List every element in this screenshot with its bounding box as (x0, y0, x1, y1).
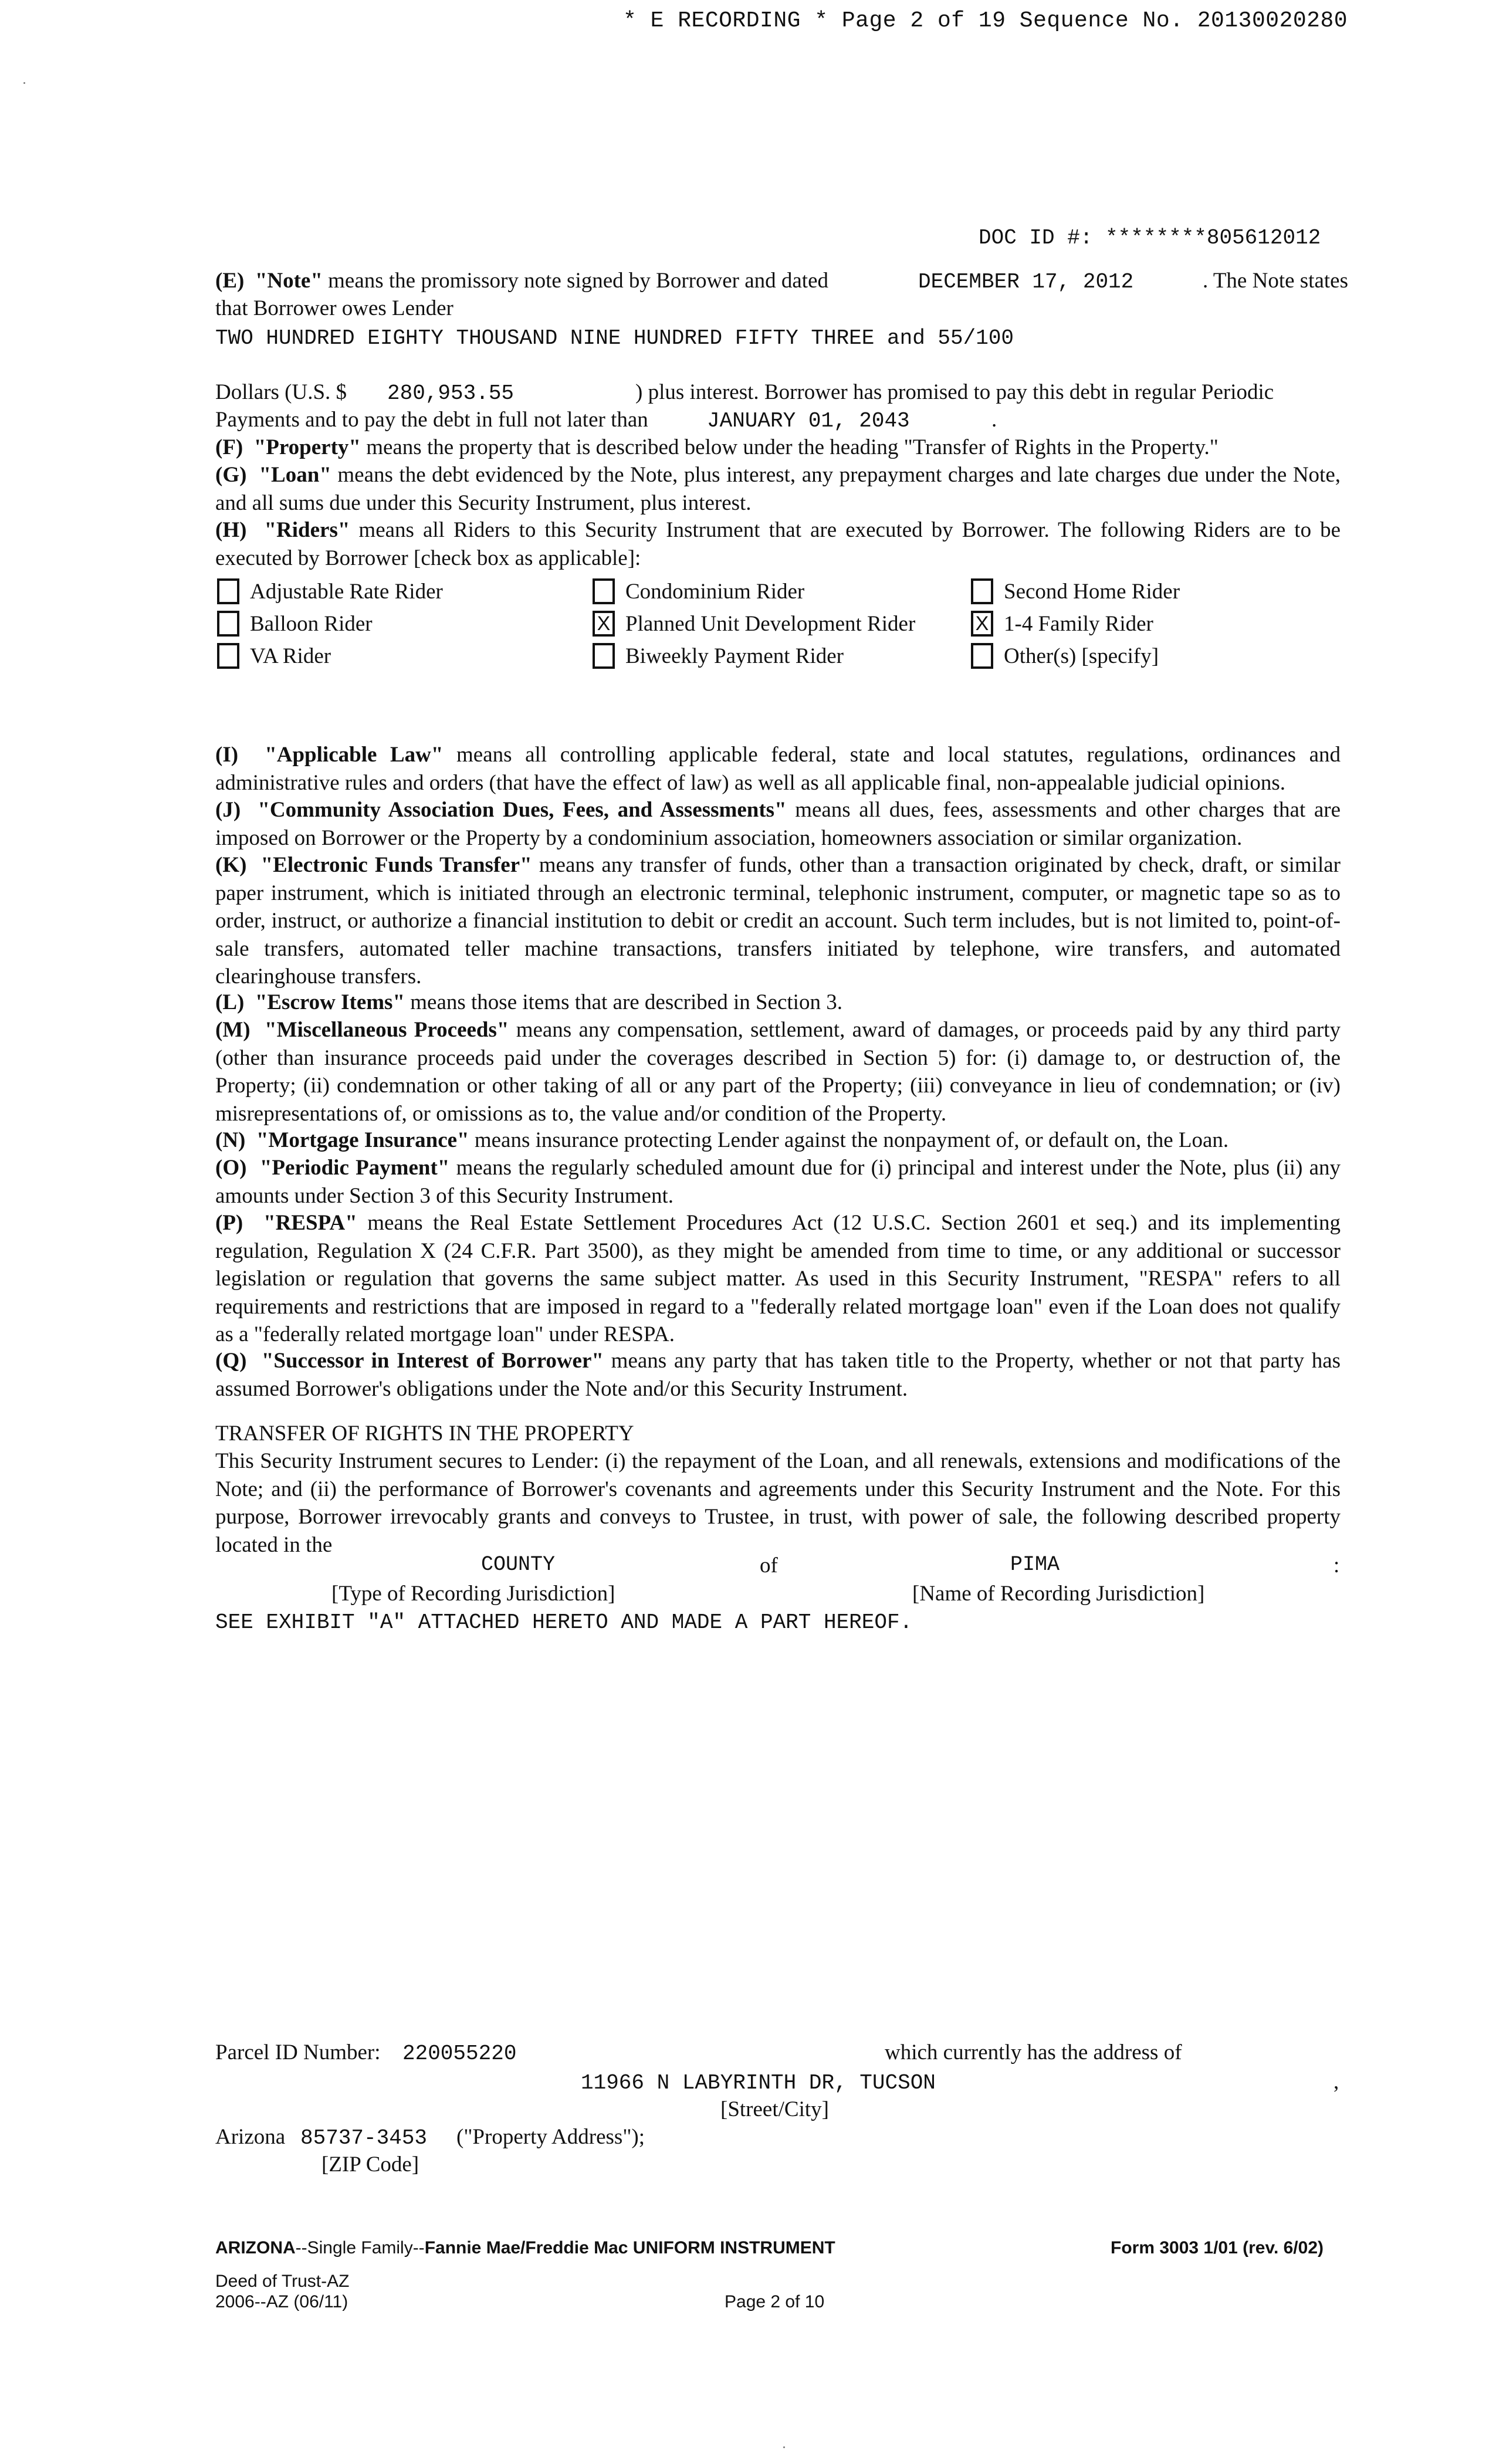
section-e-dollars-prefix: Dollars (U.S. $ (215, 380, 347, 404)
maturity-date: JANUARY 01, 2043 (707, 409, 910, 433)
section-o-term: "Periodic Payment" (259, 1156, 450, 1180)
rider-va[interactable] (217, 641, 331, 671)
section-f-text: means the property that is described below under the heading "Transfer of Rights in the Property." (366, 435, 1219, 459)
section-l-term: "Escrow Items" (255, 990, 405, 1014)
section-j-term: "Community Association Dues, Fees, and Assessments" (258, 798, 787, 822)
section-m (215, 1016, 1341, 1128)
scan-speck (783, 2446, 785, 2448)
checkbox-checked-icon[interactable]: X (971, 611, 993, 637)
checkbox-icon[interactable] (217, 611, 239, 637)
section-e-text-e: . (991, 408, 997, 432)
section-q (215, 1347, 1341, 1403)
section-m-label: (M) (215, 1018, 251, 1042)
section-e-text-b: . The Note states (1203, 269, 1348, 293)
jurisdiction-type: COUNTY (481, 1553, 556, 1576)
rider-second-home[interactable] (971, 577, 1180, 606)
transfer-text: This Security Instrument secures to Lender: (i) the repayment of the Loan, and all renewals, extensions and modifications of the Note; and (ii) the performance of Borrower's covenants and agreements under this Security Instrument and the Note. For this purpose, Borrower irrevocably grants and conveys to Trustee, in trust, with power of sale, the following described property located in the (215, 1449, 1341, 1557)
section-n-text: means insurance protecting Lender against the nonpayment of, or default on, the Loan. (474, 1128, 1229, 1152)
checkbox-icon[interactable] (593, 578, 615, 604)
footer-version: 2006--AZ (06/11) (215, 2292, 348, 2311)
rider-label: Condominium Rider (625, 579, 805, 604)
rider-condominium[interactable] (593, 577, 804, 606)
section-n-label: (N) (215, 1128, 246, 1152)
footer-state: ARIZONA (215, 2238, 296, 2257)
rider-other[interactable] (971, 641, 1159, 671)
rider-balloon[interactable] (217, 609, 373, 638)
section-q-label: (Q) (215, 1349, 247, 1373)
rider-1-4-family[interactable] (971, 609, 1153, 638)
section-k-text: means any transfer of funds, other than a transaction originated by check, draft, or similar paper instrument, which is initiated through an electronic terminal, telephonic instrument, computer, or magnetic tape so as to order, instruct, or authorize a financial institution to debit or credit an account. Such term includes, but is not limited to, point-of-sale transfers, automated teller machine transactions, transfers initiated by telephone, wire transfers, and automated clearinghouse transfers. (215, 853, 1341, 989)
section-e-text-d: Payments and to pay the debt in full not later than (215, 408, 648, 432)
rider-label: Other(s) [specify] (1004, 644, 1159, 668)
rider-label: Biweekly Payment Rider (625, 644, 844, 668)
street-city: 11966 N LABYRINTH DR, TUCSON (581, 2071, 936, 2095)
section-p-label: (P) (215, 1211, 243, 1235)
section-o (215, 1154, 1341, 1210)
doc-id-value: ********805612012 (1105, 226, 1321, 250)
zip-code: 85737-3453 (300, 2126, 428, 2150)
section-e-dollars-suffix: ) plus interest. Borrower has promised to pay this debt in regular Periodic (635, 380, 1274, 404)
footer-instrument (215, 2238, 835, 2258)
property-address-label: ("Property Address"); (456, 2125, 645, 2149)
doc-id-label: DOC ID #: (979, 226, 1093, 250)
footer-page-number: Page 2 of 10 (725, 2292, 825, 2311)
section-h (215, 516, 1341, 572)
section-l-text: means those items that are described in Section 3. (410, 990, 842, 1014)
zip-caption: [ZIP Code] (321, 2152, 419, 2177)
rider-label: VA Rider (250, 644, 331, 668)
section-j (215, 796, 1341, 852)
footer-doc-type: Deed of Trust-AZ (215, 2272, 350, 2291)
transfer-heading: TRANSFER OF RIGHTS IN THE PROPERTY (215, 1421, 634, 1446)
section-f-label: (F) (215, 435, 243, 459)
section-i (215, 741, 1341, 797)
doc-id (979, 226, 1321, 250)
section-h-term: "Riders" (264, 518, 350, 542)
section-e-label: (E) (215, 269, 245, 293)
section-p-text: means the Real Estate Settlement Procedures Act (12 U.S.C. Section 2601 et seq.) and its implementing regulation, Regulation X (24 C.F.R. Part 3500), as they might be amended from time to time, or any additional or successor legislation or regulation that governs the same subject matter. As used in this Security Instrument, "RESPA" refers to all requirements and restrictions that are imposed in regard to a "federally related mortgage loan" even if the Loan does not qualify as a "federally related mortgage loan" under RESPA. (215, 1211, 1341, 1346)
street-city-caption: [Street/City] (720, 2097, 829, 2121)
section-h-label: (H) (215, 518, 247, 542)
section-g (215, 461, 1341, 517)
section-e-line1 (215, 267, 828, 295)
footer-form-number: Form 3003 1/01 (rev. 6/02) (1111, 2238, 1324, 2257)
loan-amount-words: TWO HUNDRED EIGHTY THOUSAND NINE HUNDRED FIFTY THREE and 55/100 (215, 326, 1014, 350)
rider-biweekly-payment[interactable] (593, 641, 844, 671)
rider-label: Second Home Rider (1004, 579, 1180, 604)
section-k-term: "Electronic Funds Transfer" (260, 853, 532, 877)
section-f-term: "Property" (253, 435, 361, 459)
recording-header: * E RECORDING * Page 2 of 19 Sequence No. 20130020280 (623, 8, 1348, 33)
section-i-term: "Applicable Law" (265, 743, 444, 767)
jurisdiction-colon: : (1333, 1553, 1340, 1578)
section-j-text: means all dues, fees, assessments and other charges that are imposed on Borrower or the Property by a condominium association, homeowners association or similar organization. (215, 798, 1341, 850)
rider-adjustable-rate[interactable] (217, 577, 443, 606)
section-k (215, 851, 1341, 991)
section-h-text: means all Riders to this Security Instrument that are executed by Borrower. The following Riders are to be executed by Borrower [check box as applicable]: (215, 518, 1341, 570)
section-m-term: "Miscellaneous Proceeds" (265, 1018, 509, 1042)
section-g-label: (G) (215, 463, 247, 487)
street-city-comma: , (1333, 2070, 1339, 2094)
rider-planned-unit-development[interactable] (593, 609, 915, 638)
checkbox-checked-icon[interactable]: X (593, 611, 615, 637)
rider-label: 1-4 Family Rider (1004, 611, 1153, 636)
footer-description: --Single Family-- (295, 2238, 425, 2257)
footer-instrument-name: Fannie Mae/Freddie Mac UNIFORM INSTRUMENT (424, 2238, 835, 2257)
state-name: Arizona (215, 2125, 286, 2149)
section-g-term: "Loan" (259, 463, 331, 487)
exhibit-reference: SEE EXHIBIT "A" ATTACHED HERETO AND MADE A PART HEREOF. (215, 1610, 913, 1634)
section-e-text-c: that Borrower owes Lender (215, 296, 453, 320)
parcel-id-label: Parcel ID Number: (215, 2040, 381, 2064)
checkbox-icon[interactable] (971, 643, 993, 669)
section-q-text: means any party that has taken title to the Property, whether or not that party has assumed Borrower's obligations under the Note and/or this Security Instrument. (215, 1349, 1341, 1401)
parcel-id-number: 220055220 (402, 2042, 517, 2066)
jurisdiction-name: PIMA (1010, 1553, 1060, 1576)
checkbox-icon[interactable] (217, 643, 239, 669)
section-e-term: "Note" (255, 269, 323, 293)
section-j-label: (J) (215, 798, 241, 822)
section-q-term: "Successor in Interest of Borrower" (261, 1349, 604, 1373)
rider-label: Adjustable Rate Rider (250, 579, 443, 604)
section-n-term: "Mortgage Insurance" (256, 1128, 469, 1152)
section-e-text-a: means the promissory note signed by Borrower and dated (328, 269, 828, 293)
rider-label: Planned Unit Development Rider (625, 611, 916, 636)
scan-speck (23, 82, 25, 84)
address-intro: which currently has the address of (885, 2040, 1182, 2064)
section-p-term: "RESPA" (263, 1211, 357, 1235)
section-f (215, 434, 1341, 462)
checkbox-icon[interactable] (593, 643, 615, 669)
checkbox-icon[interactable] (971, 578, 993, 604)
section-o-text: means the regularly scheduled amount due for (i) principal and interest under the Note, plus (ii) any amounts under Section 3 of this Security Instrument. (215, 1156, 1341, 1208)
jurisdiction-name-caption: [Name of Recording Jurisdiction] (912, 1582, 1205, 1606)
checkbox-icon[interactable] (217, 578, 239, 604)
section-o-label: (O) (215, 1156, 247, 1180)
section-i-text: means all controlling applicable federal, state and local statutes, regulations, ordinances and administrative rules and orders (that have the effect of law) as well as all applicable final, non-appealable judicial opinions. (215, 743, 1341, 795)
section-m-text: means any compensation, settlement, award of damages, or proceeds paid by any third party (other than insurance proceeds paid under the coverages described in Section 5) for: (i) damage to, or destruction of, the Property; (ii) condemnation or other taking of all or any part of the Property; (iii) conveyance in lieu of condemnation; or (iv) misrepresentations of, or omissions as to, the value and/or condition of the Property. (215, 1018, 1341, 1126)
jurisdiction-of: of (760, 1553, 778, 1578)
loan-amount: 280,953.55 (387, 381, 515, 405)
rider-label: Balloon Rider (250, 611, 373, 636)
section-i-label: (I) (215, 743, 239, 767)
section-l (215, 989, 1341, 1017)
note-date: DECEMBER 17, 2012 (918, 270, 1134, 294)
section-n (215, 1126, 1341, 1155)
section-g-text: means the debt evidenced by the Note, plus interest, any prepayment charges and late charges due under the Note, and all sums due under this Security Instrument, plus interest. (215, 463, 1341, 515)
jurisdiction-type-caption: [Type of Recording Jurisdiction] (331, 1582, 615, 1606)
section-l-label: (L) (215, 990, 245, 1014)
section-p (215, 1209, 1341, 1349)
section-k-label: (K) (215, 853, 247, 877)
